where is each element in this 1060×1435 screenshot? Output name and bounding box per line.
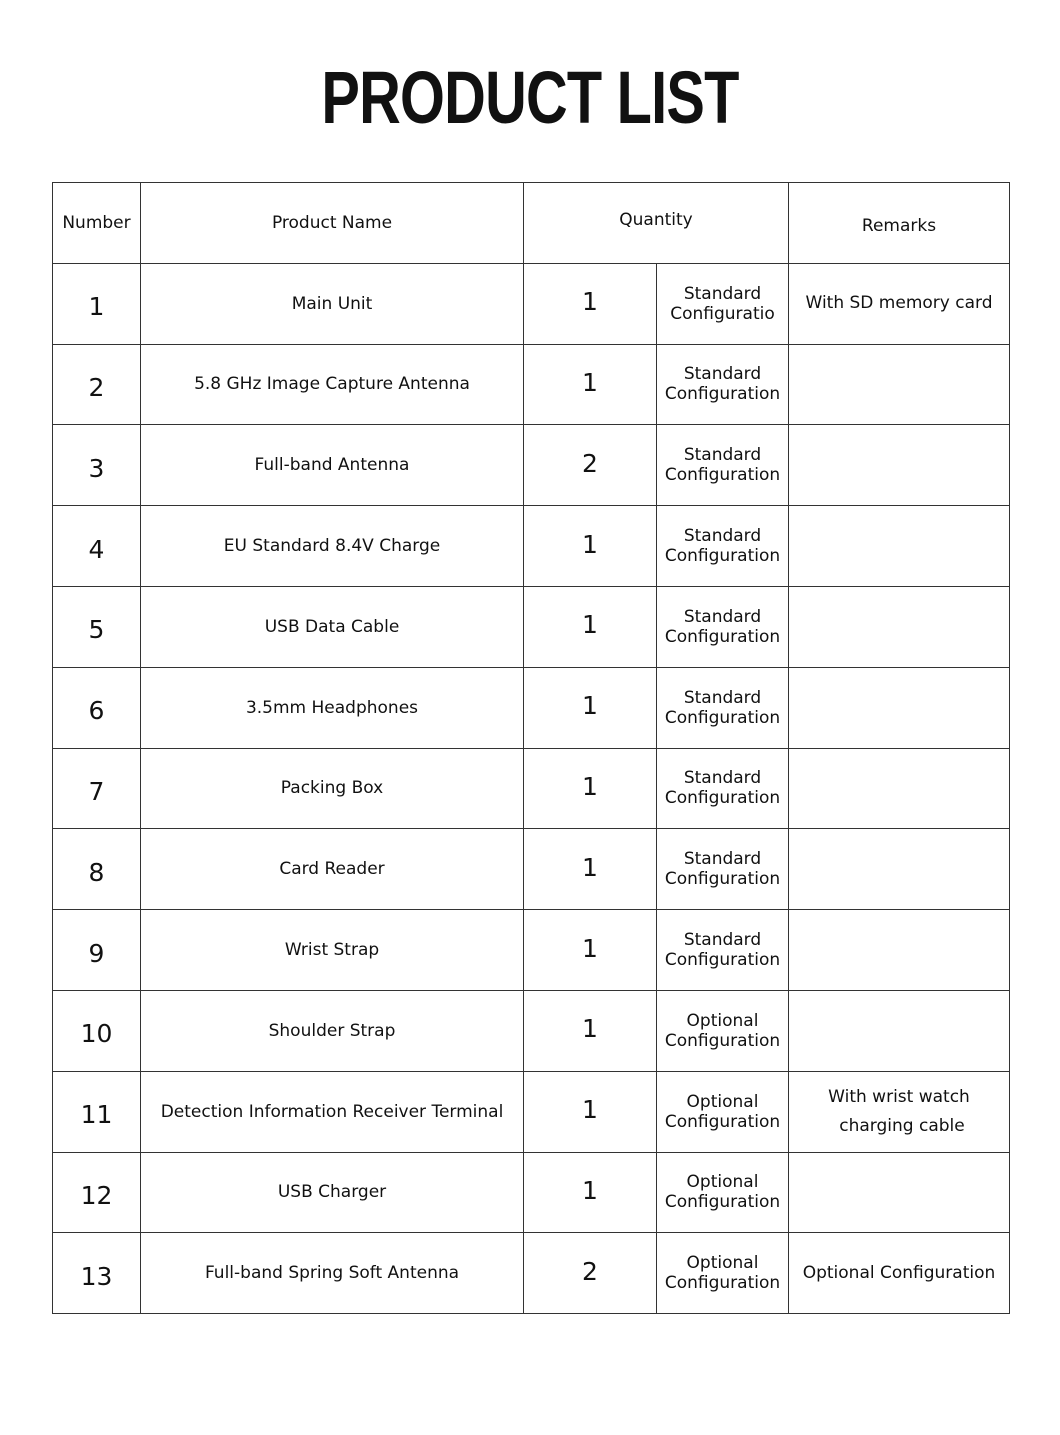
- remarks-line: With wrist watch: [828, 1086, 970, 1107]
- remarks-cell: [789, 990, 1010, 1071]
- quantity-cell: 2: [524, 1233, 657, 1314]
- remarks-cell: [789, 1152, 1010, 1233]
- table-row: [53, 990, 1010, 1071]
- configuration-cell: [657, 829, 789, 910]
- quantity-cell: 1: [524, 344, 657, 425]
- number-cell: 8: [53, 829, 141, 910]
- configuration-cell: [657, 1071, 789, 1152]
- product-name-cell: Card Reader: [141, 829, 524, 910]
- header-quantity: Quantity: [524, 183, 789, 264]
- header-product-name: Product Name: [141, 183, 524, 264]
- configuration-line: Configuration: [664, 465, 781, 486]
- product-name-cell: Shoulder Strap: [141, 990, 524, 1071]
- configuration-line: Configuration: [664, 384, 781, 405]
- configuration-cell: [657, 667, 789, 748]
- configuration-line: Configuration: [664, 1192, 781, 1213]
- configuration-line: Optional: [686, 1253, 759, 1274]
- header-remarks: Remarks: [789, 183, 1010, 264]
- number-cell: 9: [53, 910, 141, 991]
- configuration-line: Configuratio: [670, 303, 775, 324]
- quantity-cell: 1: [524, 829, 657, 910]
- remarks-cell: [789, 829, 1010, 910]
- remarks-cell: [789, 586, 1010, 667]
- remarks-cell: With SD memory card: [789, 263, 1010, 344]
- number-cell: 1: [53, 263, 141, 344]
- product-name-cell: Full-band Antenna: [141, 425, 524, 506]
- configuration-cell: [657, 748, 789, 829]
- table-header-row: [53, 183, 1010, 264]
- number-cell: 2: [53, 344, 141, 425]
- configuration-line: Optional: [686, 1091, 759, 1112]
- number-cell: 7: [53, 748, 141, 829]
- number-cell: 13: [53, 1233, 141, 1314]
- table-row: [53, 344, 1010, 425]
- configuration-line: Standard: [683, 364, 762, 385]
- quantity-cell: 1: [524, 506, 657, 587]
- configuration-cell: [657, 1152, 789, 1233]
- configuration-cell: [657, 1233, 789, 1314]
- table-row: [53, 425, 1010, 506]
- number-cell: 4: [53, 506, 141, 587]
- table-row: [53, 506, 1010, 587]
- table-row: [53, 910, 1010, 991]
- table-row: [53, 586, 1010, 667]
- header-number: Number: [53, 183, 141, 264]
- table-row: [53, 748, 1010, 829]
- table-row: [53, 667, 1010, 748]
- remarks-line: charging cable: [839, 1115, 965, 1136]
- number-cell: 11: [53, 1071, 141, 1152]
- number-cell: 5: [53, 586, 141, 667]
- configuration-line: Configuration: [664, 869, 781, 890]
- product-list-table: [52, 182, 1010, 1314]
- remarks-cell: [789, 425, 1010, 506]
- remarks-cell: Optional Configuration: [789, 1233, 1010, 1314]
- number-cell: 10: [53, 990, 141, 1071]
- quantity-cell: 1: [524, 1071, 657, 1152]
- configuration-line: Configuration: [664, 707, 781, 728]
- product-name-cell: 3.5mm Headphones: [141, 667, 524, 748]
- product-name-cell: Full-band Spring Soft Antenna: [141, 1233, 524, 1314]
- table-row: [53, 829, 1010, 910]
- product-name-cell: Main Unit: [141, 263, 524, 344]
- configuration-line: Standard: [683, 283, 762, 304]
- quantity-cell: 1: [524, 990, 657, 1071]
- remarks-cell: [789, 506, 1010, 587]
- table-row: [53, 1071, 1010, 1152]
- configuration-cell: [657, 990, 789, 1071]
- quantity-cell: 1: [524, 586, 657, 667]
- table-row: [53, 263, 1010, 344]
- configuration-line: Configuration: [664, 626, 781, 647]
- configuration-line: Standard: [683, 930, 762, 951]
- remarks-cell: [789, 667, 1010, 748]
- quantity-cell: 1: [524, 748, 657, 829]
- quantity-cell: 1: [524, 910, 657, 991]
- remarks-cell: [789, 1071, 1010, 1152]
- remarks-cell: [789, 910, 1010, 991]
- configuration-cell: [657, 263, 789, 344]
- product-name-cell: USB Data Cable: [141, 586, 524, 667]
- table-row: [53, 1152, 1010, 1233]
- product-name-cell: EU Standard 8.4V Charge: [141, 506, 524, 587]
- quantity-cell: 1: [524, 1152, 657, 1233]
- quantity-cell: 2: [524, 425, 657, 506]
- table-row: [53, 1233, 1010, 1314]
- configuration-line: Configuration: [664, 788, 781, 809]
- configuration-cell: [657, 506, 789, 587]
- number-cell: 3: [53, 425, 141, 506]
- configuration-line: Optional: [686, 1172, 759, 1193]
- configuration-line: Configuration: [664, 1030, 781, 1051]
- configuration-line: Standard: [683, 445, 762, 466]
- remarks-cell: [789, 344, 1010, 425]
- quantity-cell: 1: [524, 667, 657, 748]
- configuration-line: Optional: [686, 1010, 759, 1031]
- configuration-line: Configuration: [664, 1273, 781, 1294]
- number-cell: 12: [53, 1152, 141, 1233]
- quantity-cell: 1: [524, 263, 657, 344]
- configuration-line: Standard: [683, 768, 762, 789]
- number-cell: 6: [53, 667, 141, 748]
- remarks-cell: [789, 748, 1010, 829]
- product-name-cell: USB Charger: [141, 1152, 524, 1233]
- product-name-cell: 5.8 GHz Image Capture Antenna: [141, 344, 524, 425]
- configuration-line: Configuration: [664, 950, 781, 971]
- page-title: PRODUCT LIST: [321, 56, 739, 139]
- product-name-cell: Wrist Strap: [141, 910, 524, 991]
- configuration-line: Standard: [683, 526, 762, 547]
- product-name-cell: Detection Information Receiver Terminal: [141, 1071, 524, 1152]
- configuration-cell: [657, 425, 789, 506]
- configuration-line: Configuration: [664, 1111, 781, 1132]
- configuration-line: Standard: [683, 687, 762, 708]
- product-name-cell: Packing Box: [141, 748, 524, 829]
- configuration-cell: [657, 344, 789, 425]
- configuration-cell: [657, 910, 789, 991]
- configuration-line: Standard: [683, 606, 762, 627]
- configuration-line: Configuration: [664, 546, 781, 567]
- configuration-line: Standard: [683, 849, 762, 870]
- configuration-cell: [657, 586, 789, 667]
